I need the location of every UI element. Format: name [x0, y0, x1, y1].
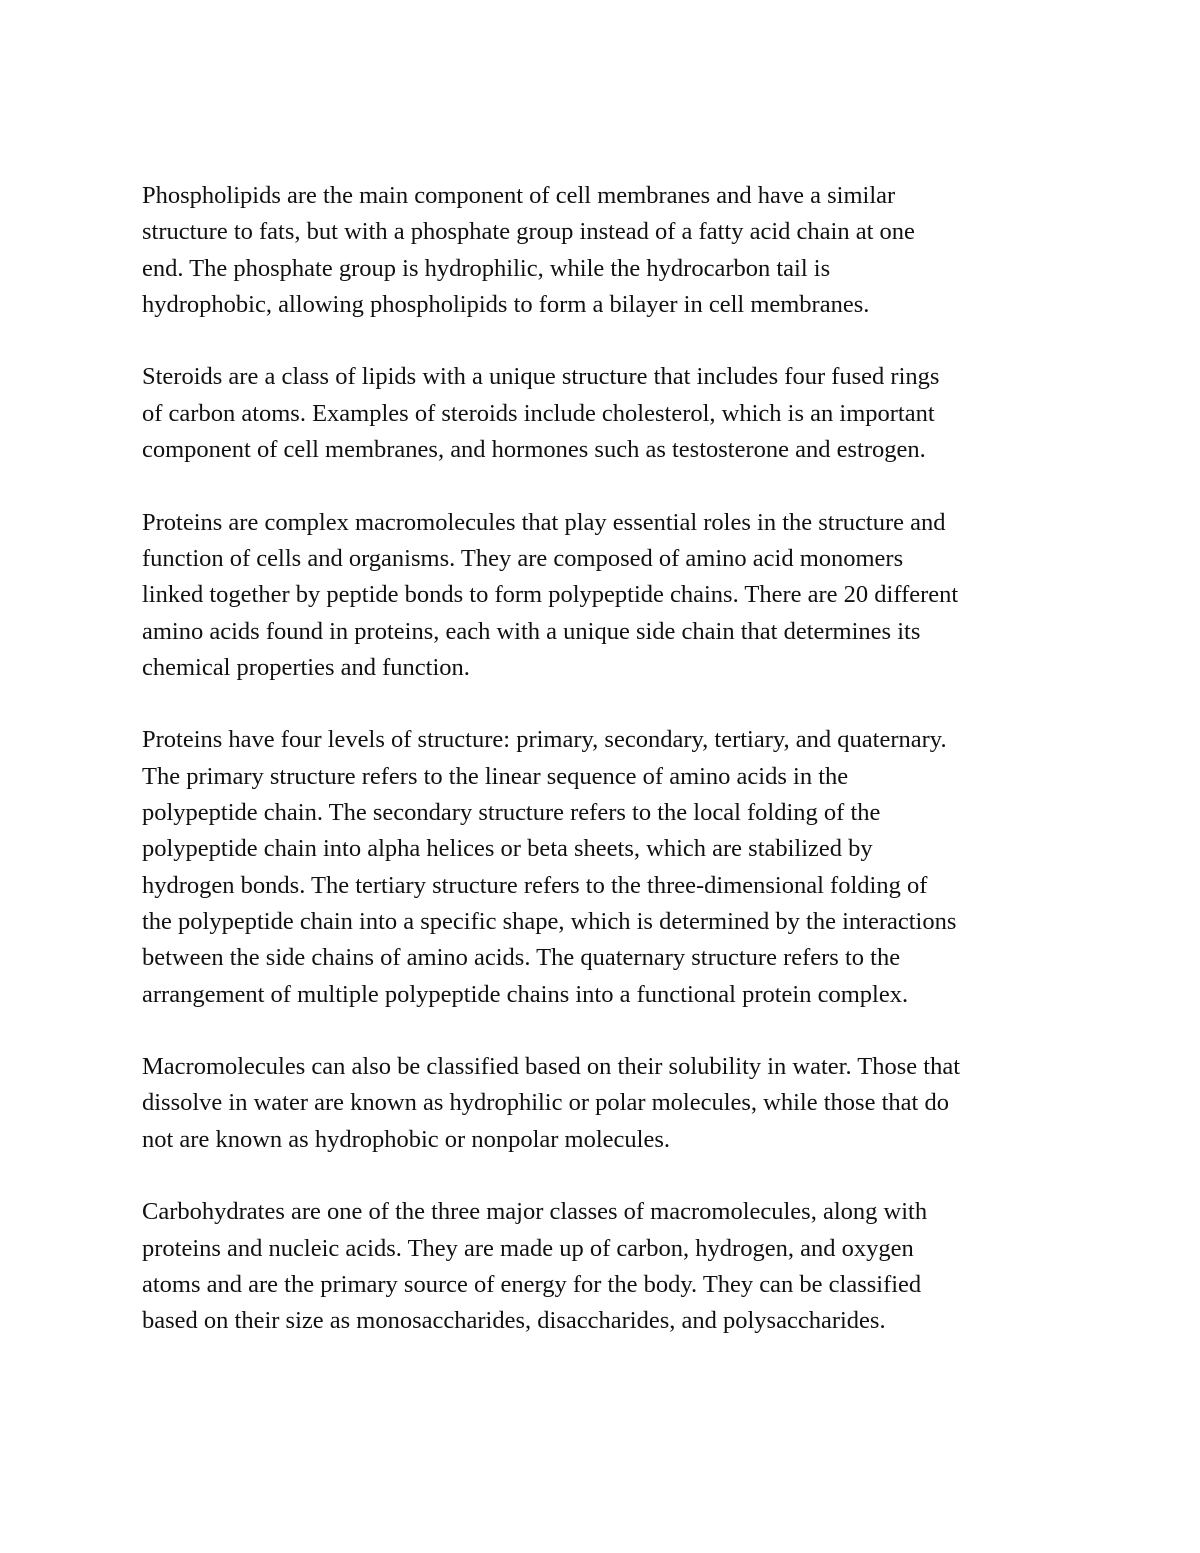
- text-line: function of cells and organisms. They are composed of amino acid monomers: [142, 544, 904, 572]
- text-line: hydrophobic, allowing phospholipids to form a bilayer in cell membranes.: [142, 290, 870, 318]
- text-line: structure to fats, but with a phosphate group instead of a fatty acid chain at one: [142, 218, 915, 246]
- text-line: arrangement of multiple polypeptide chains into a functional protein complex.: [142, 980, 909, 1008]
- text-line: atoms and are the primary source of energy for the body. They can be classified: [142, 1270, 922, 1298]
- text-line: polypeptide chain into alpha helices or beta sheets, which are stabilized by: [142, 835, 873, 863]
- text-line: dissolve in water are known as hydrophilic or polar molecules, while those that do: [142, 1089, 949, 1117]
- text-line: hydrogen bonds. The tertiary structure refers to the three-dimensional folding of: [142, 871, 928, 899]
- text-line: Proteins have four levels of structure: primary, secondary, tertiary, and quaternary.: [142, 726, 947, 754]
- text-line: based on their size as monosaccharides, disaccharides, and polysaccharides.: [142, 1307, 886, 1335]
- text-line: Proteins are complex macromolecules that play essential roles in the structure and: [142, 508, 946, 536]
- paragraph-solubility: [142, 1049, 1072, 1158]
- text-line: amino acids found in proteins, each with a unique side chain that determines its: [142, 617, 921, 645]
- text-line: proteins and nucleic acids. They are made up of carbon, hydrogen, and oxygen: [142, 1234, 914, 1262]
- text-line: of carbon atoms. Examples of steroids include cholesterol, which is an important: [142, 399, 935, 427]
- paragraph-carbohydrates: [142, 1194, 1072, 1339]
- paragraph-steroids: [142, 359, 1072, 468]
- paragraph-protein-structure: [142, 722, 1072, 1012]
- text-line: not are known as hydrophobic or nonpolar molecules.: [142, 1125, 670, 1153]
- paragraph-phospholipids: [142, 178, 1072, 323]
- text-line: Phospholipids are the main component of cell membranes and have a similar: [142, 182, 896, 209]
- text-line: end. The phosphate group is hydrophilic, while the hydrocarbon tail is: [142, 254, 831, 282]
- text-line: linked together by peptide bonds to form polypeptide chains. There are 20 different: [142, 581, 959, 609]
- text-line: Steroids are a class of lipids with a unique structure that includes four fused rings: [142, 363, 940, 391]
- text-line: polypeptide chain. The secondary structure refers to the local folding of the: [142, 799, 881, 827]
- paragraph-proteins: [142, 505, 1072, 686]
- text-line: Carbohydrates are one of the three major classes of macromolecules, along with: [142, 1198, 928, 1226]
- text-line: the polypeptide chain into a specific shape, which is determined by the interactions: [142, 907, 957, 935]
- text-line: Macromolecules can also be classified based on their solubility in water. Those that: [142, 1053, 961, 1081]
- text-line: The primary structure refers to the linear sequence of amino acids in the: [142, 762, 849, 790]
- text-line: chemical properties and function.: [142, 653, 470, 681]
- document-body: [142, 178, 1072, 1340]
- text-line: between the side chains of amino acids. The quaternary structure refers to the: [142, 944, 901, 972]
- text-line: component of cell membranes, and hormones such as testosterone and estrogen.: [142, 436, 926, 464]
